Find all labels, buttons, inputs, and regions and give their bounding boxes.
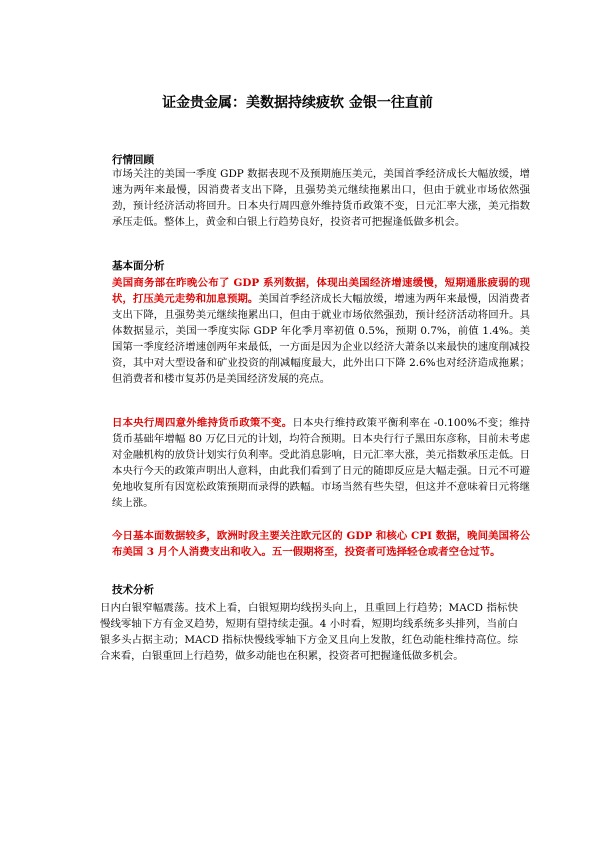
document-title: 证金贵金属：美数据持续疲软 金银一往直前 bbox=[162, 95, 433, 111]
fundamentals-paragraph-outlook bbox=[91, 528, 530, 560]
technical-paragraph bbox=[91, 600, 518, 664]
fundamentals-paragraph-boj bbox=[91, 415, 530, 511]
fundamentals-paragraph-gdp bbox=[91, 275, 530, 387]
fundamentals-gdp-text: 美国首季经济成长大幅放缓，增速为两年来最慢，因消费者支出下降，且强势美元继续拖累出口，但由于就业市场依然强劲，预计经济活动将回升。具体数据显示，美国一季度实际 GDP 年化季月率初值 0.5%，预期 0.7%，前值 1.4%。美国第一季度经济增速创两年来最低，一方面是因为企业以经济大萧条以来最快的速度削减投资，其中对大型设备和矿业投资的削减幅度最大，此外出口下降 2.6%也对经济造成拖累；但消费者和楼市复苏仍是美国经济发展的亮点。 bbox=[112, 293, 531, 385]
fundamentals-gdp-lead: 美国商务部在昨晚公布了 GDP 系列数据，体现出美国经济增速缓慢，短期通胀疲弱的现状，打压美元走势和加息预期。 bbox=[112, 277, 530, 305]
technical-text: 日内白银窄幅震荡。技术上看，白银短期均线拐头向上，且重回上行趋势；MACD 指标快慢线零轴下方有金叉趋势，短期有望持续走强。4 小时看，短期均线系统多头排列，当前白银多头占据主动；MACD 指标快慢线零轴下方金叉且向上发散，红色动能柱维持高位。综合来看，白银重回上行趋势，做多动能也在积累，投资者可把握逢低做多机会。 bbox=[100, 602, 518, 662]
fundamentals-outlook-text: 今日基本面数据较多，欧洲时段主要关注欧元区的 GDP 和核心 CPI 数据，晚间美国将公布美国 3 月个人消费支出和收入。五一假期将至，投资者可选择轻仓或者空仓过节。 bbox=[112, 530, 530, 558]
fundamentals-boj-text: 日本央行维持政策平衡利率在 -0.100%不变；维持货币基础年增幅 80 万亿日元的计划，均符合预期。日本央行行子黑田东彦称，目前未考虑对金融机构的放贷计划实行负利率。受此消息影响，日元汇率大涨，美元指数承压走低。日本央行今天的政策声明出人意料，由此我们看到了日元的随即反应是大幅走强。日元不可避免地收复所有因宽松政策预期而录得的跌幅。市场当然有些失望，但这并不意味着日元将继续上涨。 bbox=[112, 417, 531, 509]
market-review-paragraph bbox=[91, 166, 530, 230]
market-review-text: 市场关注的美国一季度 GDP 数据表现不及预期施压美元，美国首季经济成长大幅放缓，增速为两年来最慢，因消费者支出下降，且强势美元继续拖累出口，但由于就业市场依然强劲，预计经济活动将回升。日本央行周四意外维持货币政策不变，日元汇率大涨，美元指数承压走低。整体上，黄金和白银上行趋势良好，投资者可把握逢低做多机会。 bbox=[112, 168, 530, 228]
section-heading-fundamentals: 基本面分析 bbox=[112, 260, 165, 272]
fundamentals-boj-lead: 日本央行周四意外维持货币政策不变。 bbox=[112, 417, 293, 429]
section-heading-market-review: 行情回顾 bbox=[112, 154, 154, 166]
section-heading-technical: 技术分析 bbox=[112, 584, 154, 596]
